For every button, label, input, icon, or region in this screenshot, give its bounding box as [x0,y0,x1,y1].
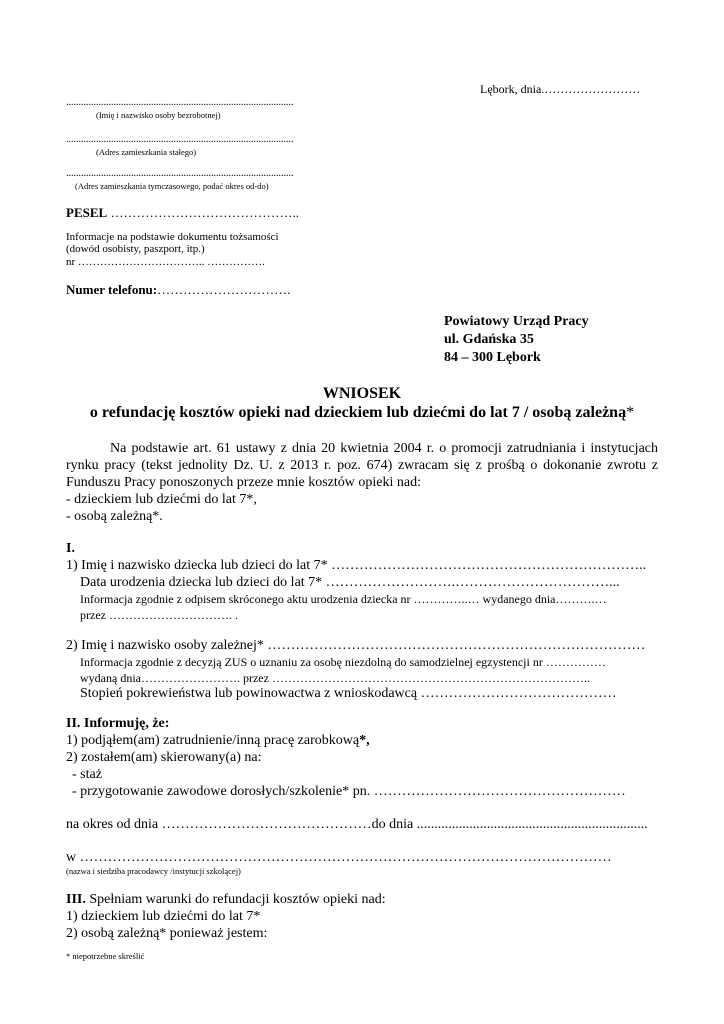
document-title: WNIOSEK [322,385,402,402]
zus-decision-line: Informacja zgodnie z decyzją ZUS o uznaniu za osobę niezdolną do samodzielnej egzystencji nr …………… [80,655,606,669]
child-name-line: 1) Imię i nazwisko dziecka lub dzieci do lat 7* ………………………………………………………….. [66,558,647,573]
period-line: na okres od dnia ………………………………………do dnia .................................................................. [66,817,648,832]
phone-row [66,282,290,298]
temp-address-caption: (Adres zamieszkania tymczasowego, podać okres od-do) [75,181,269,191]
birth-certificate-issuer-line: przez …………………………. . [80,608,238,622]
child-birthdate-line: Data urodzenia dziecka lub dzieci do lat 7* ……………………….……………………………... [80,575,620,590]
subtitle-text: o refundację kosztów opieki nad dzieckiem lub dziećmi do lat 7 / osobą zależną [89,404,627,421]
referral-line: 2) zostałem(am) skierowany(a) na: [66,750,262,765]
internship-option: - staż [72,767,102,782]
section3-text: Spełniam warunki do refundacji kosztów opieki nad: [85,892,386,907]
name-caption: (Imię i nazwisko osoby bezrobotnej) [96,110,221,120]
section3-number: III. [66,892,86,907]
pesel-dots: …………………………………….. [107,205,299,220]
pesel-row [66,205,299,221]
employer-caption: (nazwa i siedziba pracodawcy /instytucji szkolącej) [66,866,241,876]
id-info-line2: (dowód osobisty, paszport, itp.) [66,243,205,255]
dependent-name-line: 2) Imię i nazwisko osoby zależnej* ……………………………………………………………………… [66,638,646,653]
temp-address-dotted-line: ........................................................................................... [66,168,294,179]
name-dotted-line: ........................................................................................... [66,97,294,108]
id-info-line1: Informacje na podstawie dokumentu tożsamości [66,231,279,243]
address-caption: (Adres zamieszkania stałego) [96,147,197,157]
intro-option-child: - dzieckiem lub dziećmi do lat 7*, [66,492,257,507]
intro-paragraph: Na podstawie art. 61 ustawy z dnia 20 kwietnia 2004 r. o promocji zatrudniania i instytucjach rynku pracy (tekst jednolity Dz. U. z 2013 r. poz. 674) zwracam się z prośbą o dokonanie zwrotu z Funduszu Pracy ponoszonych przeze mnie kosztów opieki nad: [66,441,658,490]
birth-certificate-line: Informacja zgodnie z odpisem skróconego aktu urodzenia dziecka nr …………..… wydanego dnia……….… [80,592,607,606]
employment-text: 1) podjąłem(am) zatrudnienie/inną pracę zarobkową [66,733,360,748]
recipient-line2: ul. Gdańska 35 [444,332,534,347]
recipient-line3: 84 – 300 Lębork [444,350,541,365]
employer-line: w …………………………………………………………………………………………………… [66,850,612,865]
section2-heading: II. Informuję, że: [66,716,170,731]
intro-option-dependent: - osobą zależną*. [66,509,163,524]
zus-decision-issued-line: wydaną dnia……………………. przez …………………………………………………………………….. [80,671,590,685]
phone-dots: …………………………. [157,282,291,297]
footnote: * niepotrzebne skreślić [66,951,145,961]
phone-label: Numer telefonu: [66,282,158,297]
training-option-line: - przygotowanie zawodowe dorosłych/szkolenie* pn. ……………………………………………… [72,784,626,799]
section1-heading: I. [66,541,75,556]
condition-dependent-line: 2) osobą zależną* ponieważ jestem: [66,926,268,941]
pesel-label: PESEL [66,205,108,220]
relationship-degree-line: Stopień pokrewieństwa lub powinowactwa z wnioskodawcą …………………………………… [80,686,617,701]
section3-heading [66,892,386,908]
id-info-line3: nr …………………………….. ……………. [66,256,265,268]
employment-star: *, [359,733,370,748]
employment-line [66,733,370,749]
document-subtitle [0,404,724,422]
address-dotted-line: ........................................................................................... [66,134,294,145]
place-date: Lębork, dnia.…………………… [480,82,641,96]
recipient-line1: Powiatowy Urząd Pracy [444,314,589,329]
subtitle-asterisk: * [626,404,635,421]
condition-child-line: 1) dzieckiem lub dziećmi do lat 7* [66,909,261,924]
